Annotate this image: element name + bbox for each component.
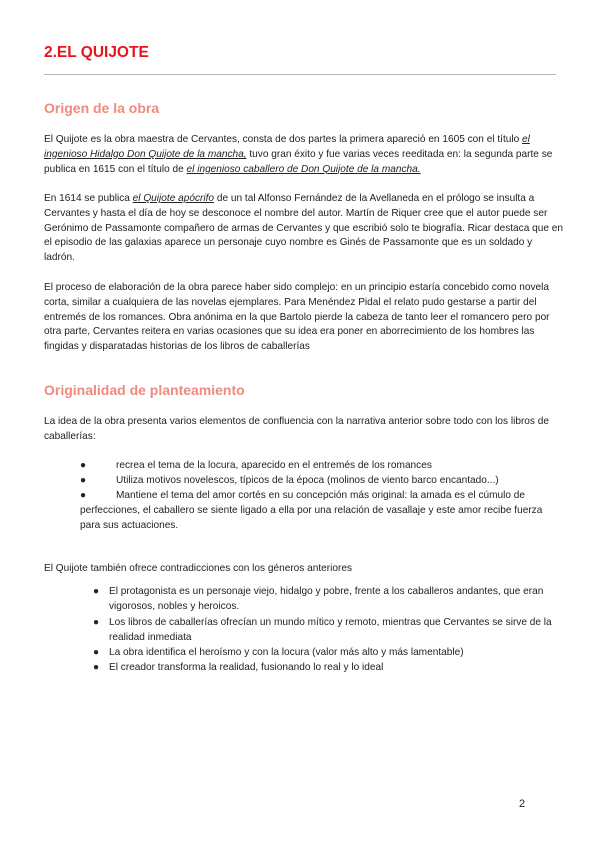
bullet-icon: ● xyxy=(80,490,87,501)
list-item xyxy=(80,459,560,474)
section-heading-originalidad: Originalidad de planteamiento xyxy=(44,382,245,398)
list-item-text: Mantiene el tema del amor cortés en su concepción más original: la amada es el cúmulo de perfecciones, el caballero se siente ligado a ella por una relación de vasallaje y este amor recibe fuerza para sus actuaciones. xyxy=(80,490,543,531)
paragraph-text: de un tal Alfonso Fernández de la Avellaneda en el prólogo se insulta a Cervantes y hasta el día de hoy se desconoce el nombre del autor. Martín de Riquer cree que el autor puede ser Gerónimo de Passamonte compañero de armas de Cervantes y que escribió solo te biografía. Ricar destaca que en el episodio de las galaxias aparece un personaje cuyo nombre es Ginés de Passamonte que es un soldado y ladrón. xyxy=(44,193,563,264)
list-item-text: Los libros de caballerías ofrecían un mundo mítico y remoto, mientras que Cervantes se sirve de la realidad inmediata xyxy=(109,617,569,643)
list-item-text: La obra identifica el heroísmo y con la locura (valor más alto y más lamentable) xyxy=(109,647,464,658)
list-item xyxy=(93,585,569,615)
book-title: el ingenioso caballero de Don Quijote de la mancha. xyxy=(186,163,421,175)
paragraph-text: El Quijote es la obra maestra de Cervantes, consta de dos partes la primera apareció en 1605 con el título xyxy=(44,134,523,145)
list-item-text: Utiliza motivos novelescos, típicos de la época (molinos de viento barco encantado...) xyxy=(116,475,499,486)
paragraph-originalidad-intro-2: El Quijote también ofrece contradicciones con los géneros anteriores xyxy=(44,563,353,574)
list-item-text: El creador transforma la realidad, fusionando lo real y lo ideal xyxy=(109,662,384,673)
bullet-icon: ● xyxy=(93,662,100,673)
bullet-icon: ● xyxy=(93,617,100,628)
paragraph-origen-1 xyxy=(44,133,564,177)
page-number: 2 xyxy=(519,798,526,810)
list-item xyxy=(93,661,569,676)
bullet-icon: ● xyxy=(80,475,87,486)
book-title: el Quijote apócrifo xyxy=(132,193,215,204)
paragraph-text: En 1614 se publica xyxy=(44,193,133,204)
paragraph-origen-3: El proceso de elaboración de la obra parece haber sido complejo: en un principio estaría concebido como novela corta, similar a cualquiera de las novelas ejemplares. Para Menéndez Pidal el relato pudo gestarse a partir del entremés de los romances. Obra anónima en la que Bartolo pierde la cabeza de tanto leer el romancero pero por otra parte, Cervantes reitera en varias ocasiones que su idea era poner en aborrecimiento de los hombres las fingidas y disparatadas historias de los libros de caballerías xyxy=(44,282,550,353)
page-title: 2.EL QUIJOTE xyxy=(44,44,149,61)
book-title: el ingenioso Hidalgo Don Quijote de la mancha, xyxy=(44,134,530,160)
paragraph-text: tuvo gran éxito y fue varias veces reeditada en: la segunda parte se publica en 1615 con el título de xyxy=(44,148,553,175)
bullet-icon: ● xyxy=(93,647,100,658)
paragraph-originalidad-intro: La idea de la obra presenta varios elementos de confluencia con la narrativa anterior sobre todo con los libros de caballerías: xyxy=(44,416,549,442)
bullet-icon: ● xyxy=(93,586,100,597)
title-divider xyxy=(44,74,556,75)
section-heading-origen: Origen de la obra xyxy=(44,100,160,116)
list-item-text: recrea el tema de la locura, aparecido en el entremés de los romances xyxy=(116,460,432,471)
list-item xyxy=(80,474,560,489)
list-item xyxy=(80,489,560,533)
list-item-text: El protagonista es un personaje viejo, hidalgo y pobre, frente a los caballeros andantes, que eran vigorosos, nobles y heroicos. xyxy=(109,586,544,612)
list-item xyxy=(93,616,569,646)
list-item xyxy=(93,646,569,661)
bullet-icon: ● xyxy=(80,460,87,471)
paragraph-origen-2 xyxy=(44,192,564,266)
